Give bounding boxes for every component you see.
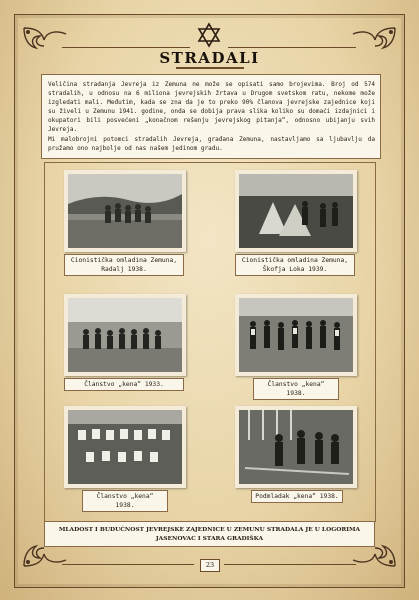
bottom-rule-left	[62, 564, 194, 565]
photo-caption: Cionistička omladina Zemuna, Radalj 1938.	[64, 254, 184, 276]
frame-line-left	[44, 162, 45, 522]
intro-text-box	[41, 74, 381, 159]
photo-caption: Članstvo „kena“ 1933.	[64, 378, 184, 391]
photo-caption: Podmladak „kena“ 1938.	[251, 490, 343, 503]
photo-kena-1938-b	[64, 406, 186, 488]
photo-youth-1938	[235, 406, 357, 488]
photo-youth-radalj	[64, 170, 186, 252]
footer-statement	[44, 521, 375, 547]
star-of-david-icon	[196, 22, 222, 48]
photo-caption: Članstvo „kena“ 1938.	[253, 378, 339, 400]
intro-paragraph-1: Veličina stradanja Jevreja iz Zemuna ne može se opisati samo brojevima. Broj od 574 stradalih, u odnosu na 6 miliona jevrejskih žrtava u Drugom svetskom ratu, nekome može izgledati mali. Međutim, kada se zna da je to preko 90% članova jevrejske zajednice koji su živeli u Zemunu 1941. godine, onda se dobija prava slika koliko su domaći izdajnici i okupatori bili posvećeni „konačnom rešenju jevrejskog pitanja“, odnosno ubijanju svih Jevreja.	[48, 81, 375, 133]
page-number: 23	[200, 559, 220, 572]
intro-paragraph-2: Mi malobrojni potomci stradalih Jevreja, građana Zemuna, nastavljamo sa ljubavlju da pružamo ono najbolje od nas našem jedinom gradu.	[48, 136, 375, 152]
footer-text: MLADOST I BUDUĆNOST JEVREJSKE ZAJEDNICE U ZEMUNU STRADALA JE U LOGORIMA JASENOVAC I STARA GRADIŠKA	[58, 526, 361, 542]
frame-line-right	[375, 162, 376, 522]
page-title: STRADALI	[159, 49, 260, 67]
title-rule-right	[228, 47, 356, 48]
photo-youth-skofja-loka	[235, 170, 357, 252]
photo-kena-1933	[64, 294, 186, 376]
section-divider	[44, 162, 375, 163]
photo-caption: Cionistička omladina Zemuna, Škofja Loka 1939.	[235, 254, 355, 276]
photo-kena-1938-a	[235, 294, 357, 376]
bottom-rule-right	[224, 564, 356, 565]
title-rule-left	[62, 47, 190, 48]
photo-caption: Članstvo „kena“ 1938.	[82, 490, 168, 512]
title-underline	[176, 67, 244, 69]
